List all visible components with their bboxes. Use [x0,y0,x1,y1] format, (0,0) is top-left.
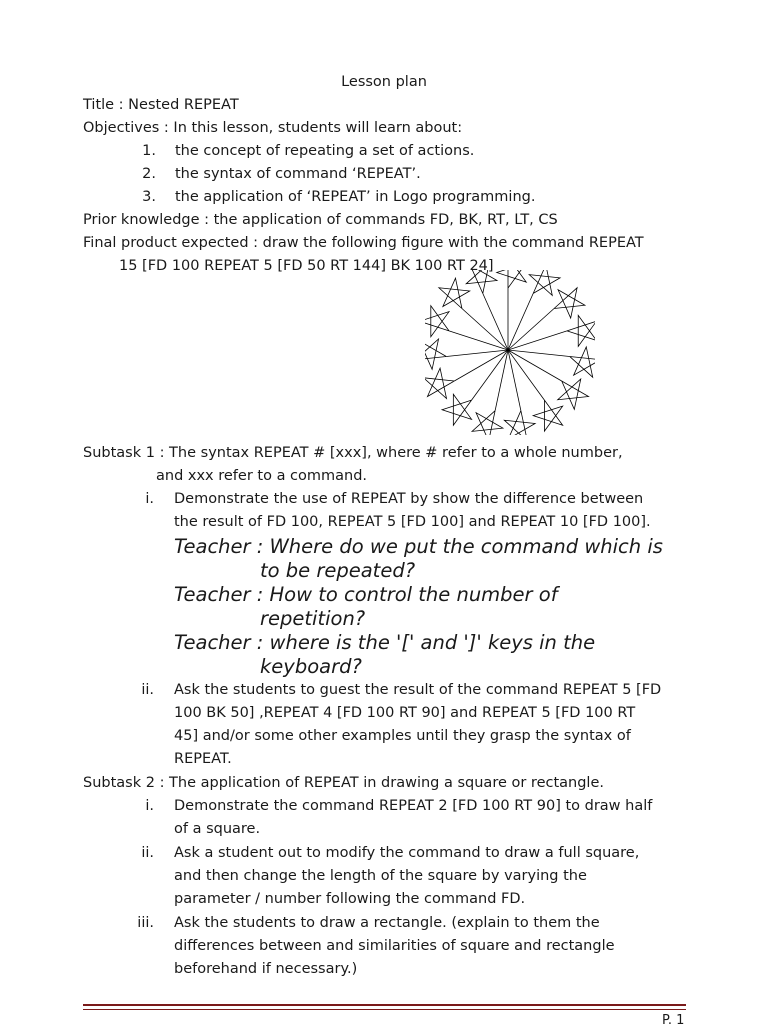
figure-star [466,270,497,293]
step-text: Demonstrate the use of REPEAT by show the difference between [174,491,644,507]
teacher-question-text: : How to control the number of [256,583,558,606]
step-text: differences between and similarities of square and rectangle [174,938,615,954]
objective-number: 2. [142,166,156,182]
figure-star [425,306,449,337]
figure-star [570,347,595,377]
figure-spoke [508,331,567,350]
lesson-title: Title : Nested REPEAT [83,97,239,113]
step-text: 45] and/or some other examples until they grasp the syntax of [174,728,631,744]
figure-star [425,339,446,369]
prior-knowledge: Prior knowledge : the application of commands FD, BK, RT, LT, CS [83,212,558,228]
figure-spoke [462,309,508,350]
figure-star [504,411,535,435]
objectives-intro: Objectives : In this lesson, students will learn about: [83,120,463,136]
figure-star [425,368,454,398]
teacher-label: Teacher [174,583,251,606]
figure-star [554,288,585,318]
objective-number: 3. [142,189,156,205]
teacher-question-text: : Where do we put the command which is [256,535,663,558]
step-text: Ask a student out to modify the command to draw a full square, [174,845,640,861]
figure-spoke [449,331,508,350]
teacher-label: Teacher [174,535,251,558]
subtask2-heading: Subtask 2 : The application of REPEAT in drawing a square or rectangle. [83,775,604,791]
teacher-question-text: : where is the '[' and ']' keys in the [256,631,596,654]
repeat-star-figure [425,270,595,435]
step-text: REPEAT. [174,751,232,767]
final-product-line: Final product expected : draw the following figure with the command REPEAT [83,235,644,251]
step-number: ii. [141,682,154,698]
teacher-question [174,583,558,607]
subtask1-heading: Subtask 1 : The syntax REPEAT # [xxx], where # refer to a whole number, [83,445,623,461]
objective-text: the syntax of command ‘REPEAT’. [175,166,421,182]
figure-star [497,270,526,288]
step-text: Ask the students to draw a rectangle. (explain to them the [174,915,600,931]
figure-star [529,270,560,295]
step-number: ii. [141,845,154,861]
footer-rule-thin [83,1009,686,1010]
figure-star [558,379,589,409]
document-heading: Lesson plan [341,74,427,90]
subtask1-heading-cont: and xxx refer to a command. [156,468,368,484]
teacher-question [174,535,663,559]
step-text: beforehand if necessary.) [174,961,358,977]
teacher-question-cont: to be repeated? [260,559,416,582]
step-text: and then change the length of the square by varying the [174,868,587,884]
objective-text: the concept of repeating a set of actions. [175,143,475,159]
footer-rule [83,1004,686,1006]
teacher-question-cont: repetition? [260,607,366,630]
figure-star [439,278,470,308]
teacher-label: Teacher [174,631,251,654]
figure-spoke [508,293,533,350]
teacher-question-cont: keyboard? [260,655,362,678]
final-product-command: 15 [FD 100 REPEAT 5 [FD 50 RT 144] BK 100 RT 24] [119,258,494,274]
step-text: the result of FD 100, REPEAT 5 [FD 100] and REPEAT 10 [FD 100]. [174,514,651,530]
figure-star [533,400,562,431]
teacher-question [174,631,595,655]
figure-star [472,411,503,435]
objective-text: the application of ‘REPEAT’ in Logo programming. [175,189,536,205]
step-number: i. [145,798,154,814]
figure-spoke [508,309,554,350]
figure-star [567,315,595,346]
step-text: Demonstrate the command REPEAT 2 [FD 100 RT 90] to draw half [174,798,653,814]
page-number: P. 1 [662,1013,685,1028]
step-number: i. [145,491,154,507]
step-text: parameter / number following the command FD. [174,891,526,907]
step-text: of a square. [174,821,261,837]
step-number: iii. [137,915,154,931]
step-text: Ask the students to guest the result of the command REPEAT 5 [FD [174,682,662,698]
figure-spoke [483,293,508,350]
step-text: 100 BK 50] ,REPEAT 4 [FD 100 RT 90] and REPEAT 5 [FD 100 RT [174,705,636,721]
objective-number: 1. [142,143,156,159]
